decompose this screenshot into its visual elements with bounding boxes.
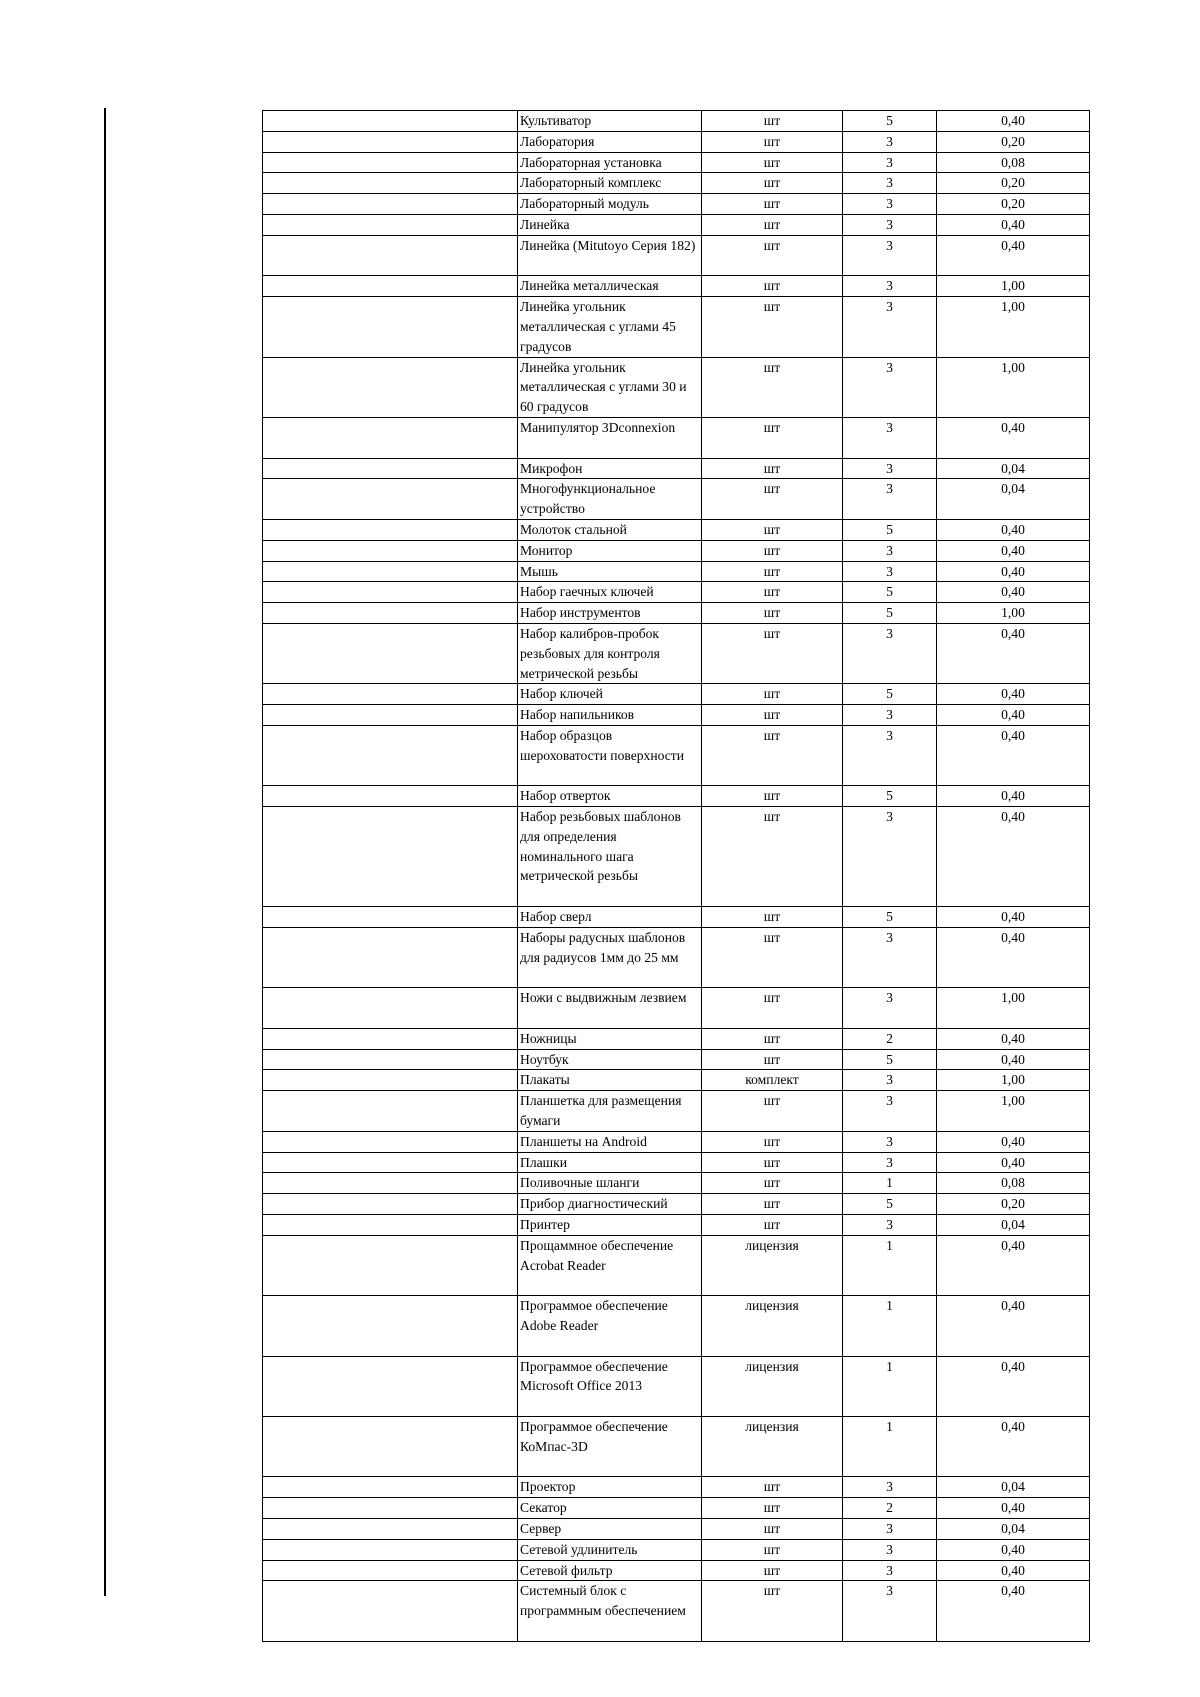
quantity-cell: 3 [843,1152,937,1173]
empty-cell [263,1049,518,1070]
empty-cell [263,927,518,987]
unit-cell: шт [702,684,843,705]
empty-cell [263,603,518,624]
item-name-cell: Ножницы [518,1028,702,1049]
empty-cell [263,1296,518,1356]
empty-cell [263,1560,518,1581]
empty-cell [263,725,518,785]
quantity-cell: 3 [843,458,937,479]
unit-cell: шт [702,1194,843,1215]
quantity-cell: 2 [843,1028,937,1049]
unit-cell: комплект [702,1070,843,1091]
table-row [263,297,1090,357]
empty-cell [263,582,518,603]
empty-cell [263,479,518,520]
quantity-cell: 5 [843,684,937,705]
table-row [263,357,1090,417]
table-row [263,807,1090,907]
empty-cell [263,276,518,297]
quantity-cell: 3 [843,1519,937,1540]
table-row [263,988,1090,1029]
item-name-cell: Лабораторная установка [518,152,702,173]
quantity-cell: 3 [843,479,937,520]
item-name-cell: Принтер [518,1215,702,1236]
empty-cell [263,1131,518,1152]
item-name-cell: Сервер [518,1519,702,1540]
table-row [263,725,1090,785]
item-name-cell: Набор сверл [518,907,702,928]
item-name-cell: Молоток стальной [518,519,702,540]
unit-cell: шт [702,1049,843,1070]
empty-cell [263,1539,518,1560]
coefficient-cell: 0,40 [937,1235,1090,1295]
coefficient-cell: 0,04 [937,1519,1090,1540]
coefficient-cell: 0,40 [937,1356,1090,1416]
quantity-cell: 5 [843,786,937,807]
table-row [263,1215,1090,1236]
item-name-cell: Поливочные шланги [518,1173,702,1194]
table-row [263,1131,1090,1152]
quantity-cell: 3 [843,561,937,582]
empty-cell [263,988,518,1029]
coefficient-cell: 1,00 [937,603,1090,624]
unit-cell: шт [702,561,843,582]
quantity-cell: 3 [843,807,937,907]
unit-cell: шт [702,1519,843,1540]
table-row [263,603,1090,624]
item-name-cell: Набор отверток [518,786,702,807]
empty-cell [263,194,518,215]
empty-cell [263,684,518,705]
table-row [263,458,1090,479]
item-name-cell: Лаборатория [518,131,702,152]
unit-cell: шт [702,1539,843,1560]
table-row [263,705,1090,726]
unit-cell: шт [702,603,843,624]
table-row [263,1296,1090,1356]
coefficient-cell: 0,40 [937,1131,1090,1152]
empty-cell [263,1215,518,1236]
empty-cell [263,1477,518,1498]
unit-cell: шт [702,927,843,987]
empty-cell [263,1417,518,1477]
unit-cell: шт [702,705,843,726]
item-name-cell: Набор напильников [518,705,702,726]
coefficient-cell: 1,00 [937,357,1090,417]
item-name-cell: Мышь [518,561,702,582]
equipment-table [262,110,1090,1642]
coefficient-cell: 0,40 [937,1560,1090,1581]
empty-cell [263,1091,518,1132]
item-name-cell: Набор гаечных ключей [518,582,702,603]
empty-cell [263,1070,518,1091]
table-row [263,786,1090,807]
coefficient-cell: 0,40 [937,1028,1090,1049]
coefficient-cell: 0,40 [937,561,1090,582]
table-row [263,417,1090,458]
unit-cell: шт [702,458,843,479]
quantity-cell: 1 [843,1235,937,1295]
empty-cell [263,1519,518,1540]
item-name-cell: Ножи с выдвижным лезвием [518,988,702,1029]
unit-cell: шт [702,1560,843,1581]
quantity-cell: 3 [843,152,937,173]
coefficient-cell: 0,40 [937,927,1090,987]
coefficient-cell: 1,00 [937,276,1090,297]
empty-cell [263,131,518,152]
empty-cell [263,173,518,194]
coefficient-cell: 0,20 [937,131,1090,152]
quantity-cell: 2 [843,1498,937,1519]
quantity-cell: 3 [843,297,937,357]
quantity-cell: 3 [843,1560,937,1581]
unit-cell: шт [702,214,843,235]
item-name-cell: Лабораторный модуль [518,194,702,215]
item-name-cell: Микрофон [518,458,702,479]
quantity-cell: 3 [843,1131,937,1152]
item-name-cell: Наборы радусных шаблонов для радиусов 1мм до 25 мм [518,927,702,987]
item-name-cell: Линейка угольник металлическая с углами 45 градусов [518,297,702,357]
empty-cell [263,1235,518,1295]
item-name-cell: Планшеты на Android [518,1131,702,1152]
quantity-cell: 5 [843,1194,937,1215]
unit-cell: шт [702,1581,843,1641]
item-name-cell: Манипулятор 3Dconnexion [518,417,702,458]
empty-cell [263,111,518,132]
table-row [263,214,1090,235]
unit-cell: шт [702,297,843,357]
coefficient-cell: 0,40 [937,417,1090,458]
coefficient-cell: 0,40 [937,519,1090,540]
empty-cell [263,235,518,276]
table-row [263,1581,1090,1641]
quantity-cell: 3 [843,725,937,785]
unit-cell: шт [702,1028,843,1049]
table-row [263,623,1090,683]
quantity-cell: 1 [843,1173,937,1194]
unit-cell: шт [702,357,843,417]
quantity-cell: 3 [843,1477,937,1498]
unit-cell: шт [702,807,843,907]
item-name-cell: Планшетка для размещения бумаги [518,1091,702,1132]
quantity-cell: 5 [843,603,937,624]
empty-cell [263,1194,518,1215]
empty-cell [263,458,518,479]
item-name-cell: Программое обеспечение Microsoft Office 2013 [518,1356,702,1416]
coefficient-cell: 0,04 [937,458,1090,479]
table-row [263,235,1090,276]
coefficient-cell: 1,00 [937,1091,1090,1132]
item-name-cell: Плашки [518,1152,702,1173]
coefficient-cell: 0,40 [937,725,1090,785]
coefficient-cell: 0,04 [937,1215,1090,1236]
coefficient-cell: 0,20 [937,1194,1090,1215]
table-row [263,1194,1090,1215]
coefficient-cell: 0,40 [937,684,1090,705]
quantity-cell: 3 [843,540,937,561]
item-name-cell: Линейка (Mitutoyo Серия 182) [518,235,702,276]
empty-cell [263,1356,518,1416]
coefficient-cell: 0,40 [937,1498,1090,1519]
quantity-cell: 5 [843,111,937,132]
equipment-table-body [263,111,1090,1642]
unit-cell: шт [702,1477,843,1498]
quantity-cell: 5 [843,1049,937,1070]
page-margin-rule [104,108,106,1596]
unit-cell: шт [702,173,843,194]
unit-cell: лицензия [702,1235,843,1295]
quantity-cell: 3 [843,623,937,683]
unit-cell: шт [702,1498,843,1519]
unit-cell: шт [702,540,843,561]
unit-cell: шт [702,479,843,520]
empty-cell [263,417,518,458]
item-name-cell: Монитор [518,540,702,561]
quantity-cell: 3 [843,988,937,1029]
item-name-cell: Набор ключей [518,684,702,705]
table-row [263,173,1090,194]
item-name-cell: Многофункциональное устройство [518,479,702,520]
item-name-cell: Программое обеспечение Adobe Reader [518,1296,702,1356]
item-name-cell: Набор образцов шероховатости поверхности [518,725,702,785]
table-row [263,1519,1090,1540]
empty-cell [263,807,518,907]
unit-cell: шт [702,417,843,458]
item-name-cell: Плакаты [518,1070,702,1091]
coefficient-cell: 0,40 [937,1296,1090,1356]
unit-cell: лицензия [702,1356,843,1416]
unit-cell: шт [702,111,843,132]
unit-cell: шт [702,276,843,297]
coefficient-cell: 0,40 [937,214,1090,235]
quantity-cell: 3 [843,417,937,458]
coefficient-cell: 0,04 [937,479,1090,520]
item-name-cell: Программое обеспечение КоМпас-3D [518,1417,702,1477]
unit-cell: шт [702,131,843,152]
item-name-cell: Сетевой удлинитель [518,1539,702,1560]
item-name-cell: Системный блок с программным обеспечением [518,1581,702,1641]
unit-cell: шт [702,907,843,928]
quantity-cell: 3 [843,1091,937,1132]
quantity-cell: 3 [843,1070,937,1091]
table-row [263,561,1090,582]
quantity-cell: 5 [843,519,937,540]
quantity-cell: 3 [843,214,937,235]
quantity-cell: 3 [843,235,937,276]
empty-cell [263,1581,518,1641]
table-row [263,540,1090,561]
table-row [263,1539,1090,1560]
item-name-cell: Культиватор [518,111,702,132]
item-name-cell: Ноутбук [518,1049,702,1070]
quantity-cell: 1 [843,1356,937,1416]
item-name-cell: Набор инструментов [518,603,702,624]
coefficient-cell: 0,40 [937,907,1090,928]
coefficient-cell: 0,40 [937,1152,1090,1173]
unit-cell: шт [702,582,843,603]
item-name-cell: Секатор [518,1498,702,1519]
table-row [263,276,1090,297]
item-name-cell: Набор резьбовых шаблонов для определения номинального шага метрической резьбы [518,807,702,907]
table-row [263,1091,1090,1132]
unit-cell: шт [702,235,843,276]
coefficient-cell: 0,40 [937,623,1090,683]
table-row [263,1049,1090,1070]
unit-cell: шт [702,725,843,785]
table-row [263,927,1090,987]
coefficient-cell: 1,00 [937,988,1090,1029]
coefficient-cell: 0,04 [937,1477,1090,1498]
table-row [263,111,1090,132]
table-row [263,1356,1090,1416]
quantity-cell: 3 [843,1581,937,1641]
quantity-cell: 3 [843,131,937,152]
unit-cell: шт [702,988,843,1029]
table-row [263,1028,1090,1049]
table-row [263,684,1090,705]
table-row [263,1152,1090,1173]
table-row [263,519,1090,540]
unit-cell: шт [702,152,843,173]
empty-cell [263,519,518,540]
coefficient-cell: 0,40 [937,540,1090,561]
coefficient-cell: 0,08 [937,152,1090,173]
quantity-cell: 1 [843,1296,937,1356]
item-name-cell: Набор калибров-пробок резьбовых для контроля метрической резьбы [518,623,702,683]
item-name-cell: Проектор [518,1477,702,1498]
item-name-cell: Сетевой фильтр [518,1560,702,1581]
coefficient-cell: 0,40 [937,111,1090,132]
unit-cell: лицензия [702,1417,843,1477]
unit-cell: шт [702,1215,843,1236]
empty-cell [263,1173,518,1194]
empty-cell [263,1498,518,1519]
quantity-cell: 5 [843,907,937,928]
unit-cell: шт [702,623,843,683]
table-row [263,479,1090,520]
unit-cell: шт [702,786,843,807]
empty-cell [263,214,518,235]
coefficient-cell: 0,08 [937,1173,1090,1194]
quantity-cell: 3 [843,173,937,194]
empty-cell [263,1028,518,1049]
quantity-cell: 5 [843,582,937,603]
empty-cell [263,152,518,173]
coefficient-cell: 0,40 [937,582,1090,603]
table-row [263,582,1090,603]
empty-cell [263,561,518,582]
table-row [263,1560,1090,1581]
quantity-cell: 1 [843,1417,937,1477]
empty-cell [263,540,518,561]
unit-cell: шт [702,1091,843,1132]
table-row [263,194,1090,215]
coefficient-cell: 0,40 [937,235,1090,276]
coefficient-cell: 0,20 [937,173,1090,194]
quantity-cell: 3 [843,276,937,297]
table-row [263,907,1090,928]
coefficient-cell: 0,20 [937,194,1090,215]
coefficient-cell: 0,40 [937,1581,1090,1641]
quantity-cell: 3 [843,705,937,726]
table-row [263,131,1090,152]
empty-cell [263,623,518,683]
item-name-cell: Линейка металлическая [518,276,702,297]
unit-cell: шт [702,1152,843,1173]
item-name-cell: Прибор диагностический [518,1194,702,1215]
coefficient-cell: 0,40 [937,807,1090,907]
item-name-cell: Прощаммное обеспечение Acrobat Reader [518,1235,702,1295]
empty-cell [263,907,518,928]
empty-cell [263,786,518,807]
empty-cell [263,297,518,357]
coefficient-cell: 0,40 [937,1417,1090,1477]
unit-cell: лицензия [702,1296,843,1356]
table-row [263,152,1090,173]
empty-cell [263,705,518,726]
quantity-cell: 3 [843,1215,937,1236]
unit-cell: шт [702,1173,843,1194]
table-row [263,1173,1090,1194]
coefficient-cell: 1,00 [937,1070,1090,1091]
quantity-cell: 3 [843,194,937,215]
item-name-cell: Линейка [518,214,702,235]
table-row [263,1417,1090,1477]
quantity-cell: 3 [843,927,937,987]
empty-cell [263,1152,518,1173]
item-name-cell: Линейка угольник металлическая с углами 30 и 60 градусов [518,357,702,417]
quantity-cell: 3 [843,1539,937,1560]
coefficient-cell: 0,40 [937,1539,1090,1560]
table-row [263,1235,1090,1295]
table-row [263,1498,1090,1519]
unit-cell: шт [702,519,843,540]
table-row [263,1477,1090,1498]
coefficient-cell: 1,00 [937,297,1090,357]
quantity-cell: 3 [843,357,937,417]
coefficient-cell: 0,40 [937,1049,1090,1070]
item-name-cell: Лабораторный комплекс [518,173,702,194]
coefficient-cell: 0,40 [937,705,1090,726]
unit-cell: шт [702,1131,843,1152]
empty-cell [263,357,518,417]
unit-cell: шт [702,194,843,215]
table-row [263,1070,1090,1091]
coefficient-cell: 0,40 [937,786,1090,807]
